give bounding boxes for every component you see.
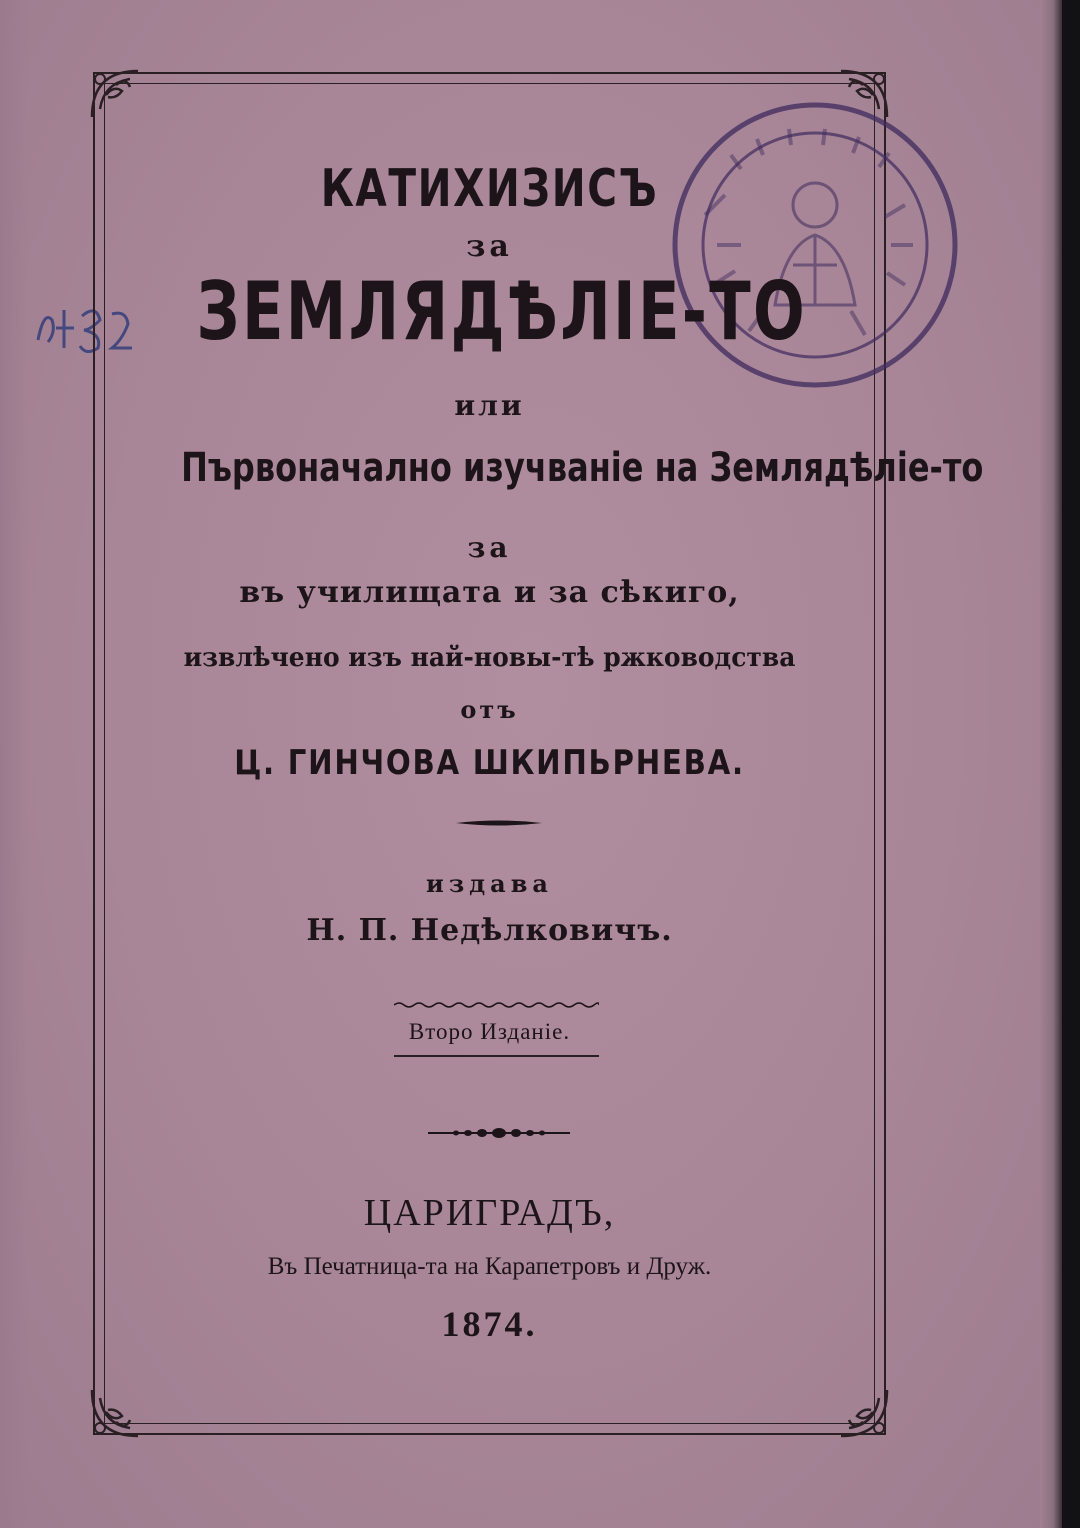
book-subtitle: Първоначално изучваніе на Землядѣліе-то bbox=[181, 445, 984, 491]
ornamental-divider bbox=[424, 1127, 574, 1139]
wavy-rule bbox=[394, 1001, 599, 1009]
page-left-edge bbox=[0, 0, 28, 1528]
imprint-year: 1874. bbox=[441, 1304, 538, 1344]
publisher-name: Н. П. Недѣлковичъ. bbox=[306, 913, 673, 948]
ornamental-rule bbox=[454, 819, 544, 827]
edition-underline bbox=[394, 1055, 599, 1057]
scan-edge bbox=[1062, 0, 1080, 1528]
connector-ot: отъ bbox=[460, 695, 519, 724]
book-title: КАТИХИЗИСЪ bbox=[320, 159, 659, 219]
source-line: извлѣчено изъ най-новы-тѣ ржководства bbox=[183, 643, 796, 673]
author-name: Ц. ГИНЧОВА ШКИПЬРНЕВА. bbox=[234, 743, 745, 783]
imprint-press: Въ Печатница-та на Карапетровъ и Друж. bbox=[267, 1253, 712, 1280]
title-page-content bbox=[104, 83, 984, 1424]
audience-line: въ училищата и за сѣкиго, bbox=[239, 575, 740, 610]
page-right-edge bbox=[1040, 0, 1062, 1528]
imprint-city: ЦАРИГРАДЪ, bbox=[363, 1192, 616, 1234]
edition-label: Второ Изданіе. bbox=[408, 1019, 571, 1044]
publisher-label: издава bbox=[426, 869, 553, 898]
connector-za: за bbox=[466, 229, 513, 264]
book-subject: ЗЕМЛЯДѢЛІЕ-ТО bbox=[196, 265, 808, 358]
connector-za-2: за bbox=[467, 531, 512, 564]
connector-ili: или bbox=[454, 389, 525, 422]
